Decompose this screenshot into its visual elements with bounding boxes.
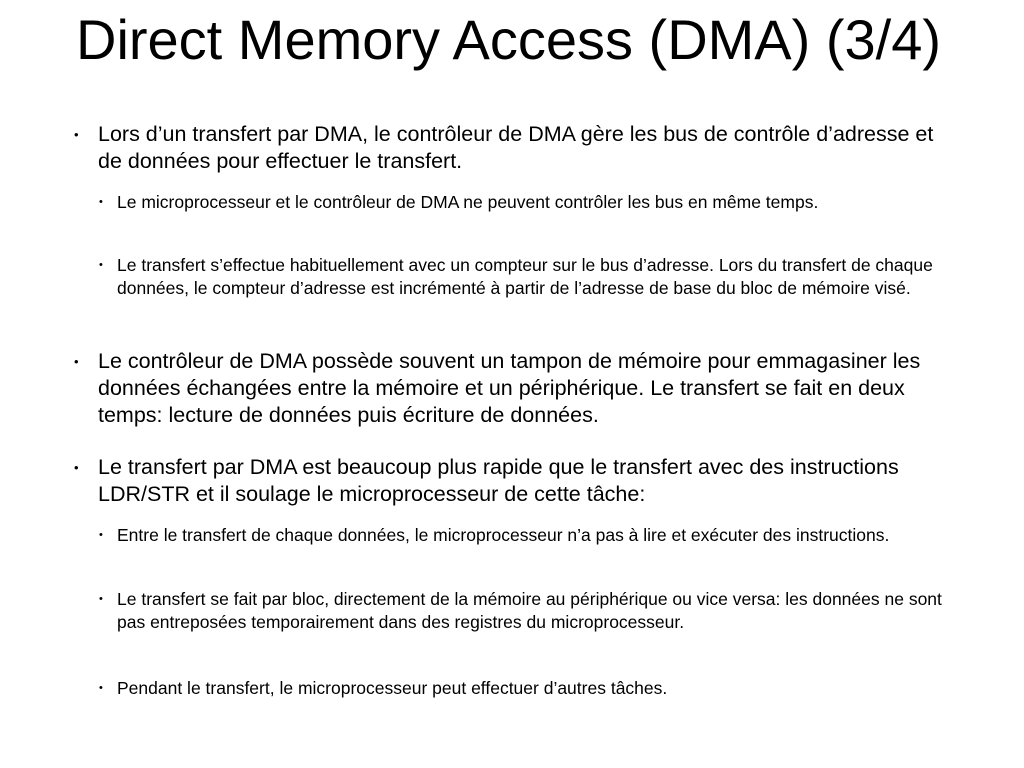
bullet-marker: •: [99, 196, 103, 208]
bullet-marker: •: [74, 127, 79, 142]
bullet-marker: •: [74, 354, 79, 369]
bullet-text: Le transfert se fait par bloc, directement de la mémoire au périphérique ou vice versa: les données ne sont pas entreposées temporairement dans des registres du microprocesseur.: [117, 589, 942, 632]
bullet-marker: •: [74, 460, 79, 475]
bullet-marker: •: [99, 259, 103, 271]
bullet-text: Pendant le transfert, le microprocesseur peut effectuer d’autres tâches.: [117, 678, 668, 698]
bullet-text: Entre le transfert de chaque données, le microprocesseur n’a pas à lire et exécuter des instructions.: [117, 525, 890, 545]
bullet-marker: •: [99, 593, 103, 605]
bullet-text: Le transfert s’effectue habituellement avec un compteur sur le bus d’adresse. Lors du transfert de chaque données, le compteur d’adresse est incrémenté à partir de l’adresse de base du bloc de mémoire visé.: [117, 255, 933, 298]
bullet-text: Le transfert par DMA est beaucoup plus rapide que le transfert avec des instructions LDR/STR et il soulage le microprocesseur de cette tâche:: [98, 455, 899, 506]
bullet-text: Le microprocesseur et le contrôleur de DMA ne peuvent contrôler les bus en même temps.: [117, 192, 819, 212]
bullet-marker: •: [99, 682, 103, 694]
bullet-text: Le contrôleur de DMA possède souvent un tampon de mémoire pour emmagasiner les données échangées entre la mémoire et un périphérique. Le transfert se fait en deux temps: lecture de données puis écriture de données.: [98, 349, 921, 427]
slide-title: Direct Memory Access (DMA) (3/4): [76, 8, 941, 71]
bullet-text: Lors d’un transfert par DMA, le contrôleur de DMA gère les bus de contrôle d’adresse et de données pour effectuer le transfert.: [98, 122, 934, 173]
bullet-marker: •: [99, 529, 103, 541]
